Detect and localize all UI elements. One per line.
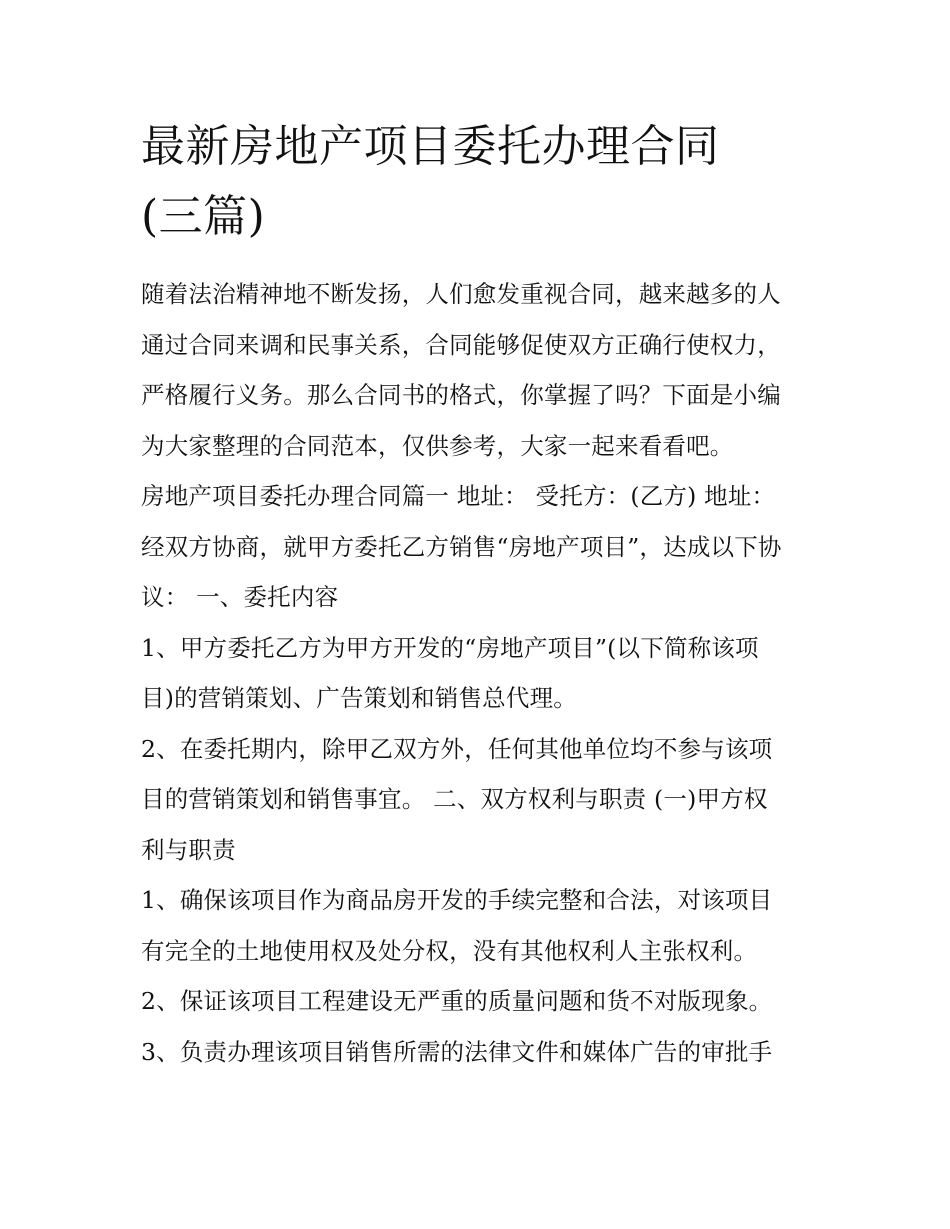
- text-line: 严格履行义务。那么合同书的格式，你掌握了吗？下面是小编: [141, 381, 781, 409]
- text-line: 目的营销策划和销售事宜。 二、双方权利与职责 (一)甲方权: [141, 785, 768, 813]
- title-line-1: 最新房地产项目委托办理合同: [141, 121, 720, 172]
- text-line: 1、甲方委托乙方为甲方开发的“房地产项目”(以下简称该项: [141, 633, 759, 662]
- text-line: 房地产项目委托办理合同篇一 地址： 受托方：(乙方) 地址：: [141, 482, 776, 510]
- text-line: 通过合同来调和民事关系，合同能够促使双方正确行使权力，: [141, 330, 781, 359]
- text-line: 2、保证该项目工程建设无严重的质量问题和货不对版现象。: [141, 987, 773, 1015]
- text-line: 经双方协商，就甲方委托乙方销售“房地产项目”，达成以下协: [141, 532, 782, 561]
- paragraph-clause-2: [141, 724, 821, 876]
- text-line: 目)的营销策划、广告策划和销售总代理。: [141, 684, 577, 712]
- paragraph-duty-2: [141, 976, 821, 1027]
- text-line: 2、在委托期内，除甲乙双方外，任何其他单位均不参与该项: [141, 734, 773, 763]
- text-line: 为大家整理的合同范本，仅供参考，大家一起来看看吧。: [141, 431, 734, 460]
- paragraph-contract-header: [141, 471, 821, 623]
- text-line: 有完全的土地使用权及处分权，没有其他权利人主张权利。: [141, 936, 758, 965]
- paragraph-intro: [141, 269, 821, 471]
- title-line-2: (三篇): [141, 191, 266, 242]
- text-line: 1、确保该项目作为商品房开发的手续完整和合法，对该项目: [141, 886, 773, 914]
- document-body: [141, 112, 821, 1077]
- document-title: [141, 112, 821, 252]
- paragraph-duty-3: [141, 1027, 821, 1078]
- paragraph-clause-1: [141, 623, 821, 724]
- text-line: 3、负责办理该项目销售所需的法律文件和媒体广告的审批手: [141, 1037, 773, 1066]
- text-line: 利与职责: [141, 835, 236, 864]
- text-line: 随着法治精神地不断发扬，人们愈发重视合同，越来越多的人: [141, 280, 781, 308]
- paragraph-duty-1: [141, 875, 821, 976]
- text-line: 议： 一、委托内容: [141, 583, 339, 611]
